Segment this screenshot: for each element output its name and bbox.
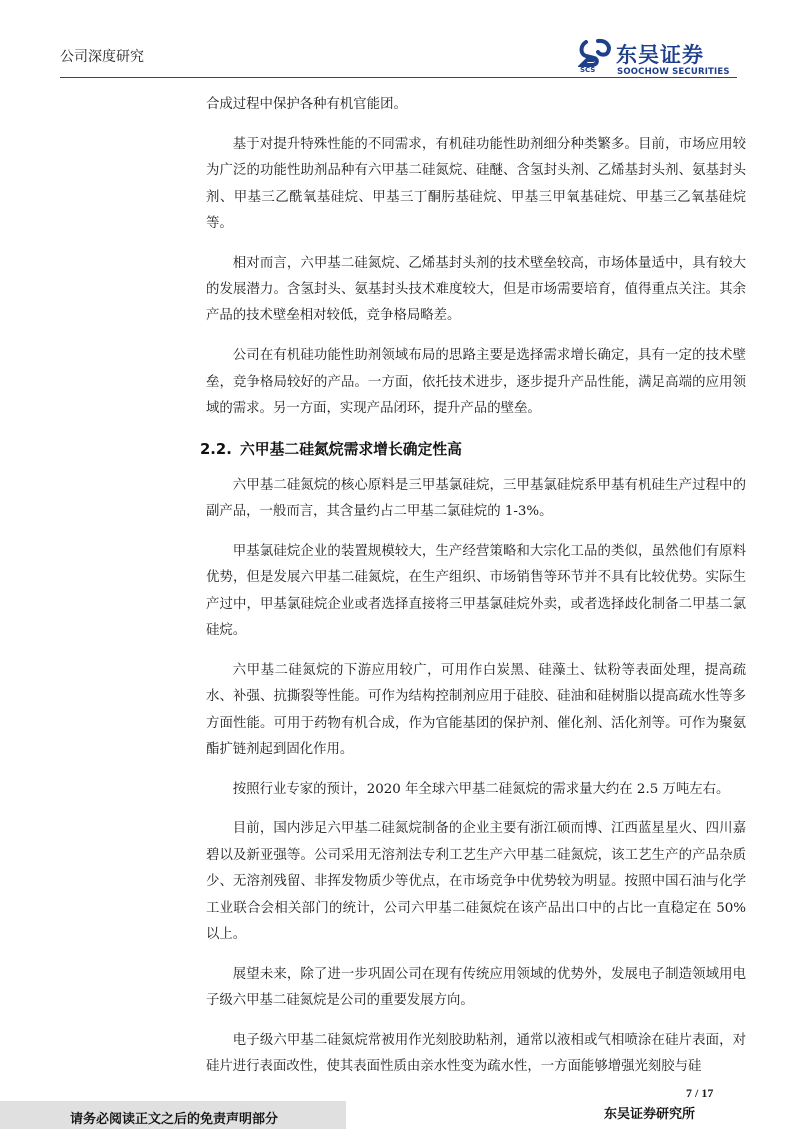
paragraph: 按照行业专家的预计，2020 年全球六甲基二硅氮烷的需求量大约在 2.5 万吨左右。: [232, 781, 730, 797]
paragraph: 目前，国内涉足六甲基二硅氮烷制备的企业主要有浙江硕而博、江西蓝星星火、四川嘉碧以及新亚强等。公司采用无溶剂法专利工艺生产六甲基二硅氮烷，该工艺生产的产品杂质少、无溶剂残留、非挥发物质少等优点，在市场竞争中优势较为明显。按照中国石油与化学工业联合会相关部门的统计，公司六甲基二硅氮烷在该产品出口中的占比一直稳定在 50%以上。: [206, 821, 746, 942]
disclaimer-note: 请务必阅读正文之后的免责声明部分: [70, 1112, 279, 1127]
paragraph: 六甲基二硅氮烷的下游应用较广，可用作白炭黑、硅藻土、钛粉等表面处理，提高疏水、补强、抗撕裂等性能。可作为结构控制剂应用于硅胶、硅油和硅树脂以提高疏水性等多方面性能。可用于药物有机合成，作为官能基团的保护剂、催化剂、活化剂等。可作为聚氨酯扩链剂起到固化作用。: [206, 662, 746, 757]
paragraph: 公司在有机硅功能性助剂领域布局的思路主要是选择需求增长确定，具有一定的技术壁垒，竞争格局较好的产品。一方面，依托技术进步，逐步提升产品性能，满足高端的应用领域的需求。另一方面，实现产品闭环，提升产品的壁垒。: [206, 348, 746, 416]
paragraph: 六甲基二硅氮烷的核心原料是三甲基氯硅烷，三甲基氯硅烷系甲基有机硅生产过程中的副产品，一般而言，其含量约占二甲基二氯硅烷的 1-3%。: [206, 477, 746, 520]
research-institute-name: 东吴证券研究所: [604, 1107, 696, 1122]
paragraph: 合成过程中保护各种有机官能团。: [206, 97, 407, 112]
paragraph: 电子级六甲基二硅氮烷常被用作光刻胶助粘剂，通常以液相或气相喷涂在硅片表面，对硅片进行表面改性，使其表面性质由亲水性变为疏水性，一方面能够增强光刻胶与硅: [206, 1032, 746, 1075]
paragraph: 甲基氯硅烷企业的装置规模较大，生产经营策略和大宗化工品的类似，虽然他们有原料优势，但是发展六甲基二硅氮烷，在生产组织、市场销售等环节并不具有比较优势。实际生产过中，甲基氯硅烷企业或者选择直接将三甲基氯硅烷外卖，或者选择歧化制备二甲基二氯硅烷。: [206, 543, 746, 638]
company-logo: [576, 36, 746, 82]
section-title: 六甲基二硅氮烷需求增长确定性高: [240, 440, 462, 458]
page-number: 7 / 17: [686, 1086, 714, 1100]
report-type-label: 公司深度研究: [60, 49, 144, 65]
section-number: 2.2.: [200, 440, 232, 458]
report-body: [200, 92, 746, 1094]
header-divider: [60, 77, 737, 78]
paragraph: 基于对提升特殊性能的不同需求，有机硅功能性助剂细分种类繁多。目前，市场应用较为广泛的功能性助剂品种有六甲基二硅氮烷、硅醚、含氢封头剂、乙烯基封头剂、氨基封头剂、甲基三乙酰氧基硅烷、甲基三丁酮肟基硅烷、甲基三甲氧基硅烷、甲基三乙氧基硅烷等。: [206, 136, 746, 231]
logo-english-name: SOOCHOW SECURITIES: [617, 67, 730, 77]
paragraph: 展望未来，除了进一步巩固公司在现有传统应用领域的优势外，发展电子制造领域用电子级六甲基二硅氮烷是公司的重要发展方向。: [206, 966, 746, 1009]
section-heading: [200, 436, 746, 463]
logo-mark-text: SCS: [580, 66, 596, 74]
paragraph: 相对而言，六甲基二硅氮烷、乙烯基封头剂的技术壁垒较高，市场体量适中，具有较大的发展潜力。含氢封头、氨基封头技术难度较大，但是市场需要培育，值得重点关注。其余产品的技术壁垒相对较低，竞争格局略差。: [206, 255, 746, 324]
logo-chinese-name: 东吴证券: [616, 43, 704, 67]
